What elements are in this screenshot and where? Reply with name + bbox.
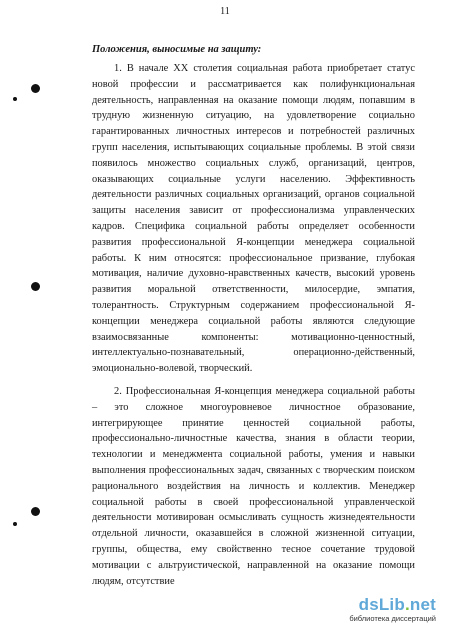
binding-hole-dot (31, 507, 40, 516)
paragraph-1: 1. В начале XX столетия социальная работа приобретает статус новой профессии и рассматривается как полифункциональная деятельность, направленная на оказание помощи людям, попавшим в трудную жизненную ситуацию, на удовлетворение социально гарантированных личностных интересов и потребностей различных групп населения, испытывающих социальные проблемы. В этой связи появилось множество социальных служб, организаций, центров, оказывающих социальные услуги населению. Эффективность деятельности различных социальных организаций, органов социальной защиты населения зависит от профессионализма управленческих кадров. Специфика социальной работы определяет особенности развития профессиональной Я-концепции менеджера социальной работы. К ним относятся: профессиональное призвание, глубокая мотивация, наличие духовно-нравственных качеств, высокий уровень развития моральной ответственности, милосердие, эмпатия, толерантность. Структурным содержанием профессиональной Я-концепции менеджера социальной работы являются следующие взаимосвязанные компоненты: мотивационно-ценностный, интеллектуально-познавательный, операционно-действенный, эмоционально-волевой, творческий. (92, 63, 415, 375)
watermark-tagline: библиотека диссертаций (349, 614, 436, 623)
watermark-logo: dsLib.net (358, 595, 436, 614)
binding-hole-dot (31, 282, 40, 291)
section-heading: Положения, выносимые на защиту: (92, 44, 262, 55)
paragraph-2: 2. Профессиональная Я-концепция менеджера социальной работы – это сложное многоуровневое личностное образование, интегрирующее принятие ценностей социальной работы, профессионально-личностные качества, знания в области теории, технологии и менеджмента социальной работы, умения и навыки выполнения профессиональных задач, связанных с творческим поиском рационального воздействия на личность и коллектив. Менеджер социальной работы в своей профессиональной управленческой деятельности мотивирован осмысливать сущность жизнедеятельности отдельной личности, оказавшейся в сложной жизненной ситуации, группы, общества, ему свойственно тесное сочетание трудовой мотивации с альтруистической, направленной на оказание помощи людям, отсутствие (92, 386, 415, 587)
binding-hole-dot (31, 84, 40, 93)
watermark (324, 595, 436, 623)
binding-mark-dot (13, 97, 17, 101)
binding-mark-dot (13, 522, 17, 526)
page-number: 11 (220, 6, 230, 17)
